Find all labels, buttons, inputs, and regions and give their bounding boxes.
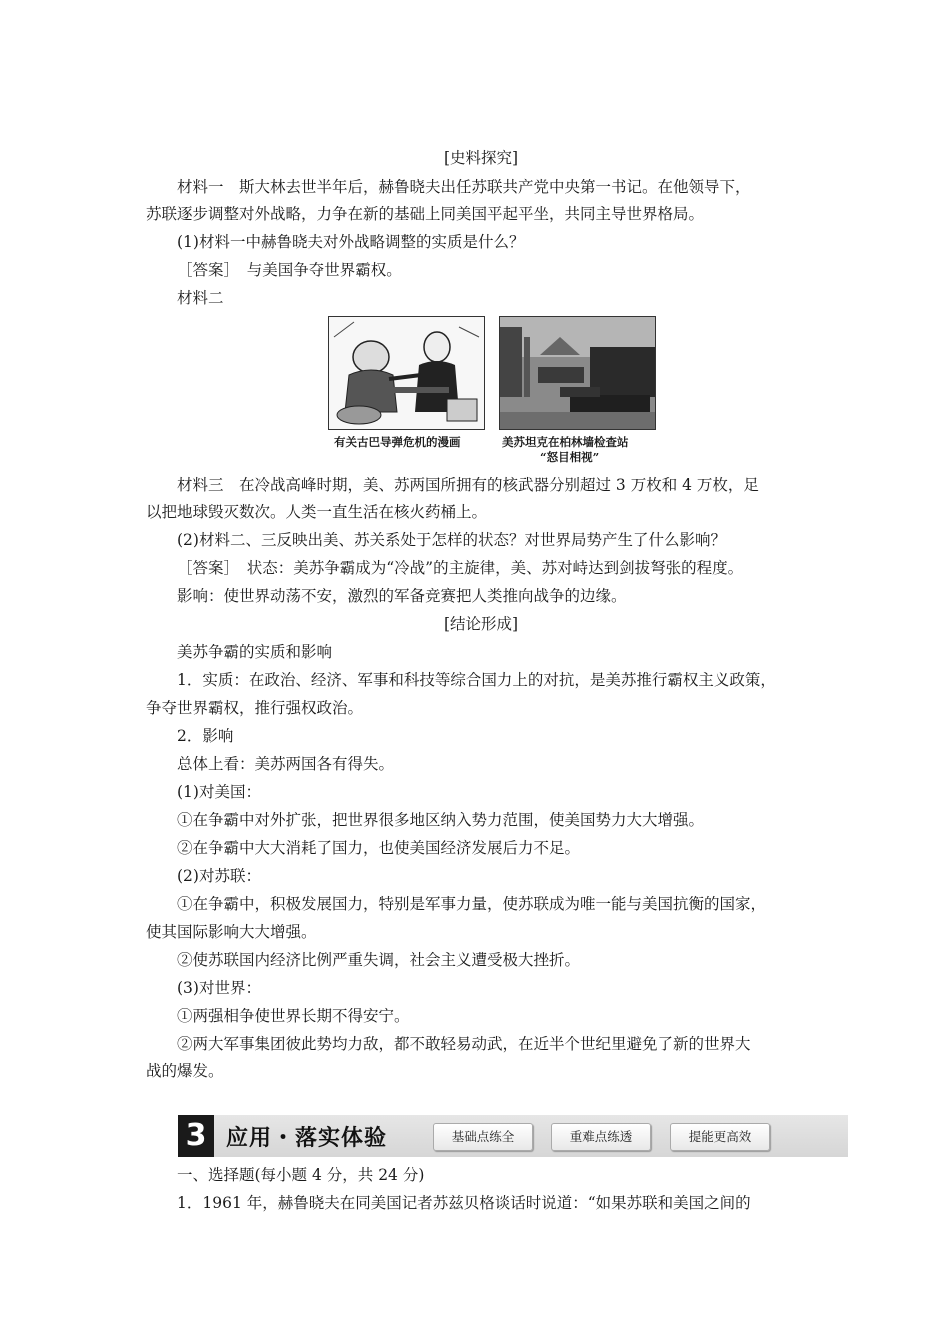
material3-text-cont: 以把地球毁灭数次。人类一直生活在核火药桶上。 <box>146 503 488 521</box>
section-heading-jielun: [结论形成] <box>443 615 519 633</box>
impact-su-item-1: ①在争霸中，积极发展国力，特别是军事力量，使苏联成为唯一能与美国抗衡的国家， <box>177 895 767 913</box>
material2-figures <box>328 316 658 466</box>
section-number-badge: 3 <box>178 1115 214 1157</box>
question-2: (2)材料二、三反映出美、苏关系处于怎样的状态？对世界局势产生了什么影响？ <box>177 531 726 549</box>
basic-practice-button[interactable]: 基础点练全 <box>433 1123 533 1151</box>
impact-world-item-1: ①两强相争使世界长期不得安宁。 <box>177 1007 410 1025</box>
overall-impact: 总体上看：美苏两国各有得失。 <box>177 755 395 773</box>
banner-title: 应用・落实体验 <box>226 1126 388 1151</box>
conclusion-point-2: 2．影响 <box>177 727 234 745</box>
material1-text-cont: 苏联逐步调整对外战略，力争在新的基础上同美国平起平坐，共同主导世界格局。 <box>146 205 705 223</box>
impact-su-item-1-cont: 使其国际影响大大增强。 <box>146 923 317 941</box>
material1-text: 材料一 斯大林去世半年后，赫鲁晓夫出任苏联共产党中央第一书记。在他领导下， <box>177 178 751 196</box>
material2-label: 材料二 <box>177 289 224 307</box>
section-banner <box>178 1115 848 1157</box>
answer-2-impact: 影响：使世界动荡不安，激烈的军备竞赛把人类推向战争的边缘。 <box>177 587 627 605</box>
impact-world-item-2: ②两大军事集团彼此势均力敌，都不敢轻易动武，在近半个世纪里避免了新的世界大 <box>177 1035 751 1053</box>
key-difficulty-button[interactable]: 重难点练透 <box>551 1123 651 1151</box>
caption-tanks: 美苏坦克在柏林墙检查站 <box>502 435 629 449</box>
question-1: (1)材料一中赫鲁晓夫对外战略调整的实质是什么？ <box>177 233 525 251</box>
impact-world-item-2-cont: 战的爆发。 <box>146 1062 224 1080</box>
conclusion-point-1-cont: 争夺世界霸权，推行强权政治。 <box>146 699 364 717</box>
caption-tanks-subtitle: “怒目相视” <box>540 450 600 464</box>
material3-text: 材料三 在冷战高峰时期，美、苏两国所拥有的核武器分别超过 3 万枚和 4 万枚，足 <box>177 476 759 494</box>
conclusion-point-1: 1．实质：在政治、经济、军事和科技等综合国力上的对抗，是美苏推行霸权主义政策， <box>177 671 776 689</box>
impact-us-item-2: ②在争霸中大大消耗了国力，也使美国经济发展后力不足。 <box>177 839 581 857</box>
berlin-tanks-photo <box>499 316 656 430</box>
exercise-question-1: 1．1961 年，赫鲁晓夫在同美国记者苏兹贝格谈话时说道：“如果苏联和美国之间的 <box>177 1194 751 1212</box>
conclusion-title: 美苏争霸的实质和影响 <box>177 643 333 661</box>
section-heading-shiliao: [史料探究] <box>443 149 519 167</box>
cuban-missile-crisis-cartoon <box>328 316 485 430</box>
impact-su-heading: (2)对苏联： <box>177 867 261 885</box>
caption-cartoon: 有关古巴导弹危机的漫画 <box>334 435 461 449</box>
impact-us-item-1: ①在争霸中对外扩张，把世界很多地区纳入势力范围，使美国势力大大增强。 <box>177 811 705 829</box>
exercise-heading: 一、选择题(每小题 4 分，共 24 分) <box>177 1166 425 1184</box>
advanced-efficiency-button[interactable]: 提能更高效 <box>670 1123 770 1151</box>
answer-2: ［答案］ 状态：美苏争霸成为“冷战”的主旋律，美、苏对峙达到剑拔弩张的程度。 <box>177 559 744 577</box>
impact-su-item-2: ②使苏联国内经济比例严重失调，社会主义遭受极大挫折。 <box>177 951 581 969</box>
impact-us-heading: (1)对美国： <box>177 783 261 801</box>
answer-1: ［答案］ 与美国争夺世界霸权。 <box>177 261 402 279</box>
impact-world-heading: (3)对世界： <box>177 979 261 997</box>
